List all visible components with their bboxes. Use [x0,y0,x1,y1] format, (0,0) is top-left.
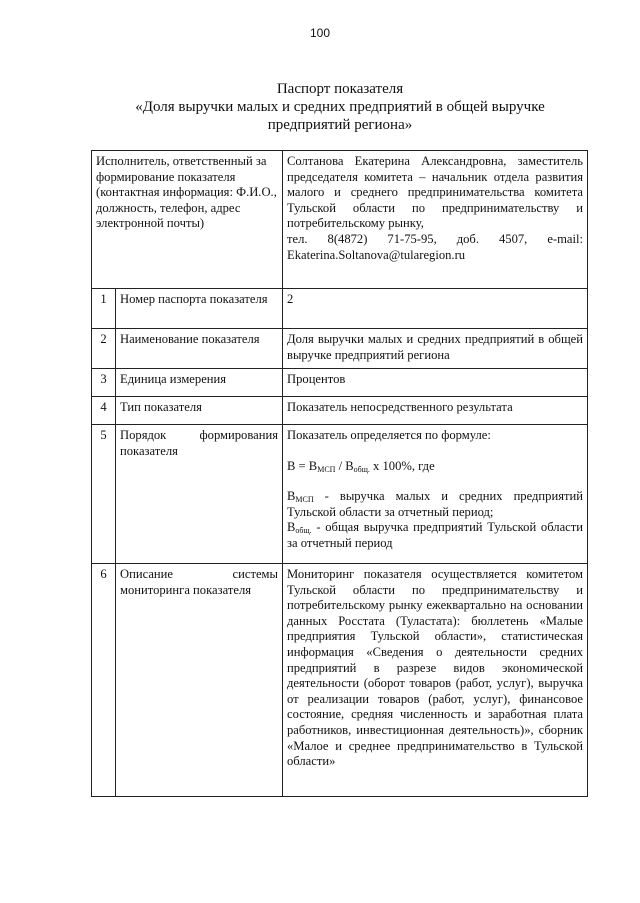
row-number: 4 [92,397,116,425]
row-label: Тип показателя [116,397,283,425]
formula: $В = В_{МСП} / В_{общ.}$ х 100%, где [287,458,435,474]
formula-cell [283,425,588,564]
document-title [80,80,600,134]
row-number: 2 [92,329,116,369]
row-value: Показатель непосредственного результата [283,397,588,425]
row-label: Единица измерения [116,369,283,397]
executor-label: Исполнитель, ответственный за формирование показателя (контактная информация: Ф.И.О., должность, телефон, адрес электронной почты) [92,151,283,289]
row-value: Мониторинг показателя осуществляется комитетом Тульской области по предпринимательству и потребительскому рынку ежеквартально на основании данных Росстата (Туластата): бюллетень «Малые предприятия Тульской области», статистическая информация «Сведения о деятельности средних предприятий в разрезе видов экономической деятельности (оборот товаров (работ, услуг), выручка от реализации товаров (работ, услуг), финансовое состояние, средняя численность и заработная плата работников, инвестиционная деятельность)», сборник «Малое и среднее предпринимательство в Тульской области» [283,564,588,797]
formula-definition-msp: $В_{МСП}$ - выручка малых и средних предприятий Тульской области за отчетный период; [287,489,583,519]
title-line-1: Паспорт показателя [276,81,404,97]
table-row-executor [92,151,588,289]
title-line-2: «Доля выручки малых и средних предприятий в общей выручке [135,99,545,115]
row-number: 1 [92,289,116,329]
row-label: Описание системы мониторинга показателя [116,564,283,797]
row-value: Доля выручки малых и средних предприятий в общей выручке предприятий региона [283,329,588,369]
table-row-formula [92,425,588,564]
row-value: Процентов [283,369,588,397]
executor-contacts: тел. 8(4872) 71-75-95, доб. 4507, e-mail: Ekaterina.Soltanova@tularegion.ru [287,231,583,262]
table-row-monitoring [92,564,588,797]
row-value: 2 [283,289,588,329]
formula-intro: Показатель определяется по формуле: [287,428,491,442]
executor-value [283,151,588,289]
formula-definition-total: $В_{общ.}$ - общая выручка предприятий Тульской области за отчетный период [287,520,583,550]
row-label: Номер паспорта показателя [116,289,283,329]
row-label: Порядок формирования показателя [116,425,283,564]
row-label: Наименование показателя [116,329,283,369]
row-number: 3 [92,369,116,397]
row-number: 5 [92,425,116,564]
title-line-3: предприятий региона» [267,117,413,133]
table-row [92,369,588,397]
row-number: 6 [92,564,116,797]
table-row [92,289,588,329]
passport-table [91,150,588,797]
executor-name-position: Солтанова Екатерина Александровна, заместитель председателя комитета – начальник отдела развития малого и среднего предпринимательства комитета Тульской области по предпринимательству и потребительскому рынку, [287,154,583,231]
table-row [92,397,588,425]
page-number: 100 [309,26,331,40]
table-row [92,329,588,369]
